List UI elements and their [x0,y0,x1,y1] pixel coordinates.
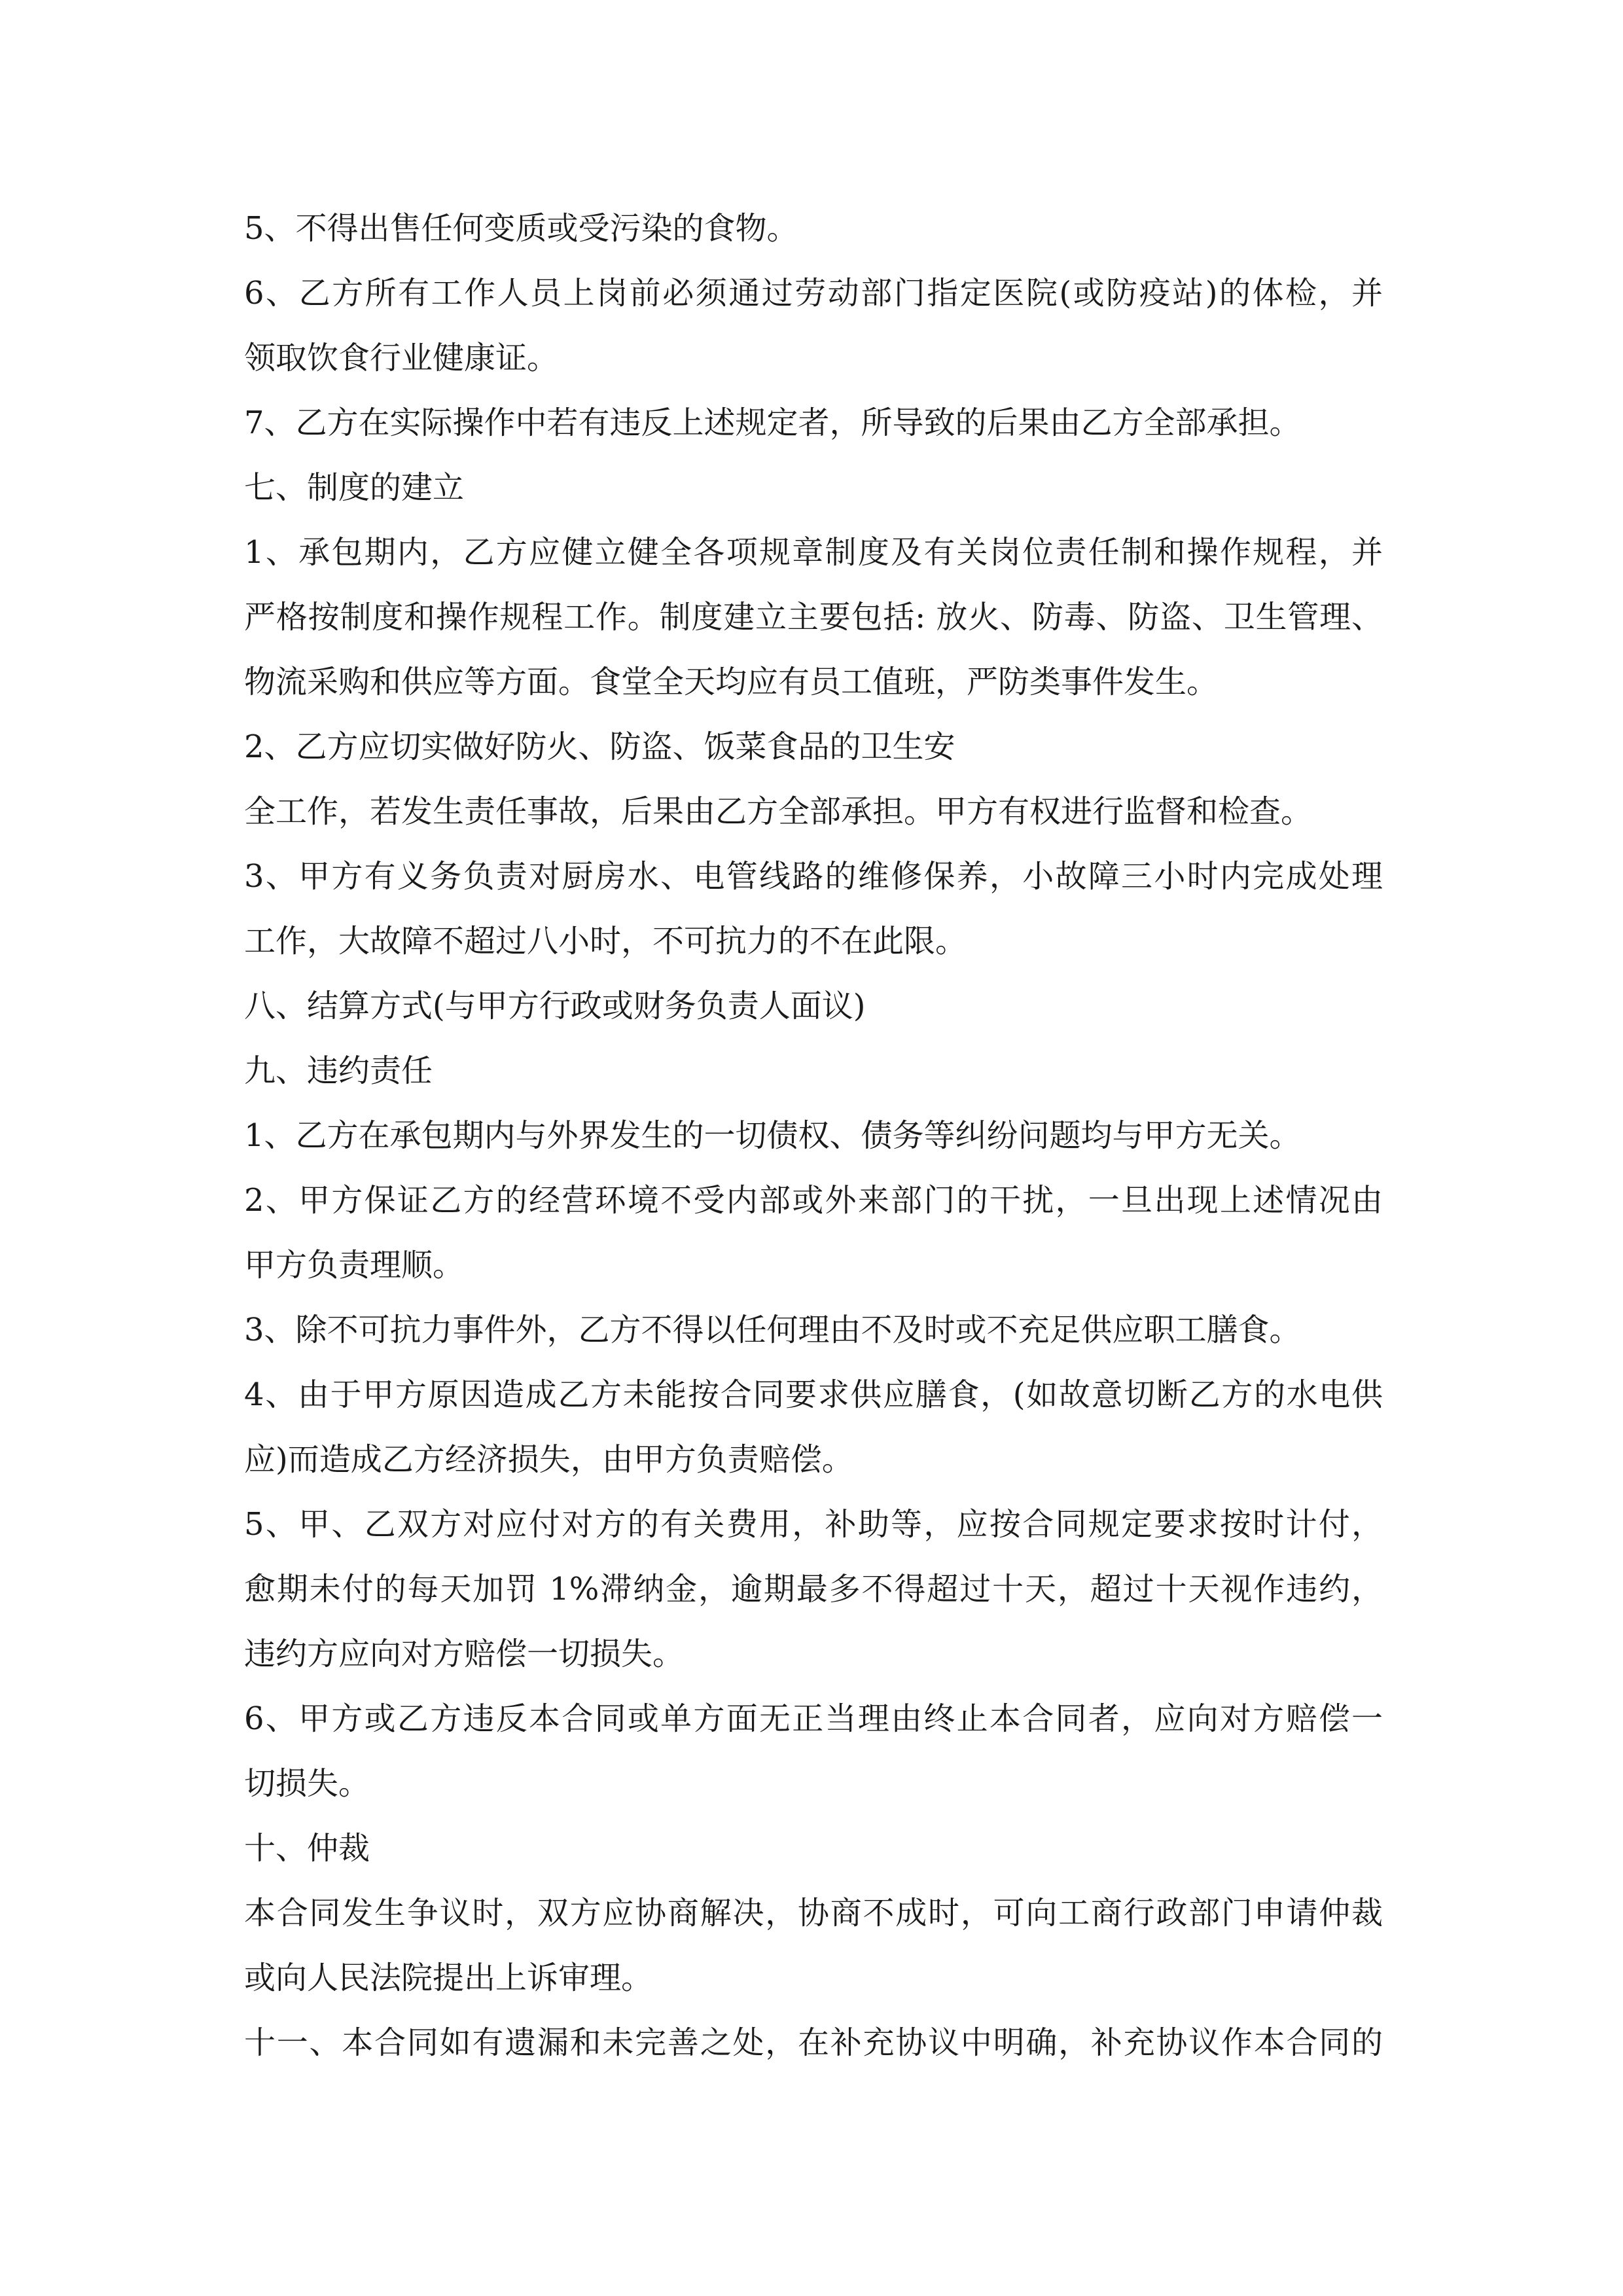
text-line: 6、乙方所有工作人员上岗前必须通过劳动部门指定医院(或防疫站)的体检，并 [244,275,1383,312]
text-line: 十一、本合同如有遗漏和未完善之处，在补充协议中明确，补充协议作本合同的 [244,2024,1383,2061]
text-line: 1、承包期内，乙方应健立健全各项规章制度及有关岗位责任制和操作规程，并 [244,534,1383,571]
section-heading: 七、制度的建立 [244,469,465,506]
text-line: 全工作，若发生责任事故，后果由乙方全部承担。甲方有权进行监督和检查。 [244,793,1313,830]
text-line: 应)而造成乙方经济损失，由甲方负责赔偿。 [244,1441,853,1478]
text-line: 本合同发生争议时，双方应协商解决，协商不成时，可向工商行政部门申请仲裁 [244,1895,1383,1931]
text-line: 工作，大故障不超过八小时，不可抗力的不在此限。 [244,923,967,960]
text-line: 物流采购和供应等方面。食堂全天均应有员工值班，严防类事件发生。 [244,664,1219,700]
text-line: 5、甲、乙双方对应付对方的有关费用，补助等，应按合同规定要求按时计付， [244,1506,1383,1543]
text-line: 严格按制度和操作规程工作。制度建立主要包括: 放火、防毒、防盗、卫生管理、 [244,599,1383,636]
text-line: 3、甲方有义务负责对厨房水、电管线路的维修保养，小故障三小时内完成处理 [244,858,1383,895]
text-line: 3、除不可抗力事件外，乙方不得以任何理由不及时或不充足供应职工膳食。 [244,1312,1301,1348]
text-line: 4、由于甲方原因造成乙方未能按合同要求供应膳食，(如故意切断乙方的水电供 [244,1376,1383,1413]
section-heading: 八、结算方式(与甲方行政或财务负责人面议) [244,988,866,1024]
text-line: 甲方负责理顺。 [244,1247,465,1283]
section-heading: 九、违约责任 [244,1052,433,1089]
text-line: 切损失。 [244,1765,370,1802]
document-body [244,196,1383,2075]
text-line: 愈期未付的每天加罚 1%滞纳金，逾期最多不得超过十天，超过十天视作违约， [244,1571,1383,1607]
text-line: 1、乙方在承包期内与外界发生的一切债权、债务等纠纷问题均与甲方无关。 [244,1117,1301,1154]
text-line: 2、乙方应切实做好防火、防盗、饭菜食品的卫生安 [244,728,955,765]
text-line: 违约方应向对方赔偿一切损失。 [244,1636,685,1672]
text-line: 2、甲方保证乙方的经营环境不受内部或外来部门的干扰，一旦出现上述情况由 [244,1182,1383,1219]
section-heading: 十、仲裁 [244,1830,370,1867]
text-line: 或向人民法院提出上诉审理。 [244,1960,653,1996]
text-line: 7、乙方在实际操作中若有违反上述规定者，所导致的后果由乙方全部承担。 [244,404,1301,441]
text-line: 领取饮食行业健康证。 [244,340,559,376]
text-line: 6、甲方或乙方违反本合同或单方面无正当理由终止本合同者，应向对方赔偿一 [244,1700,1383,1737]
text-line: 5、不得出售任何变质或受污染的食物。 [244,210,798,247]
